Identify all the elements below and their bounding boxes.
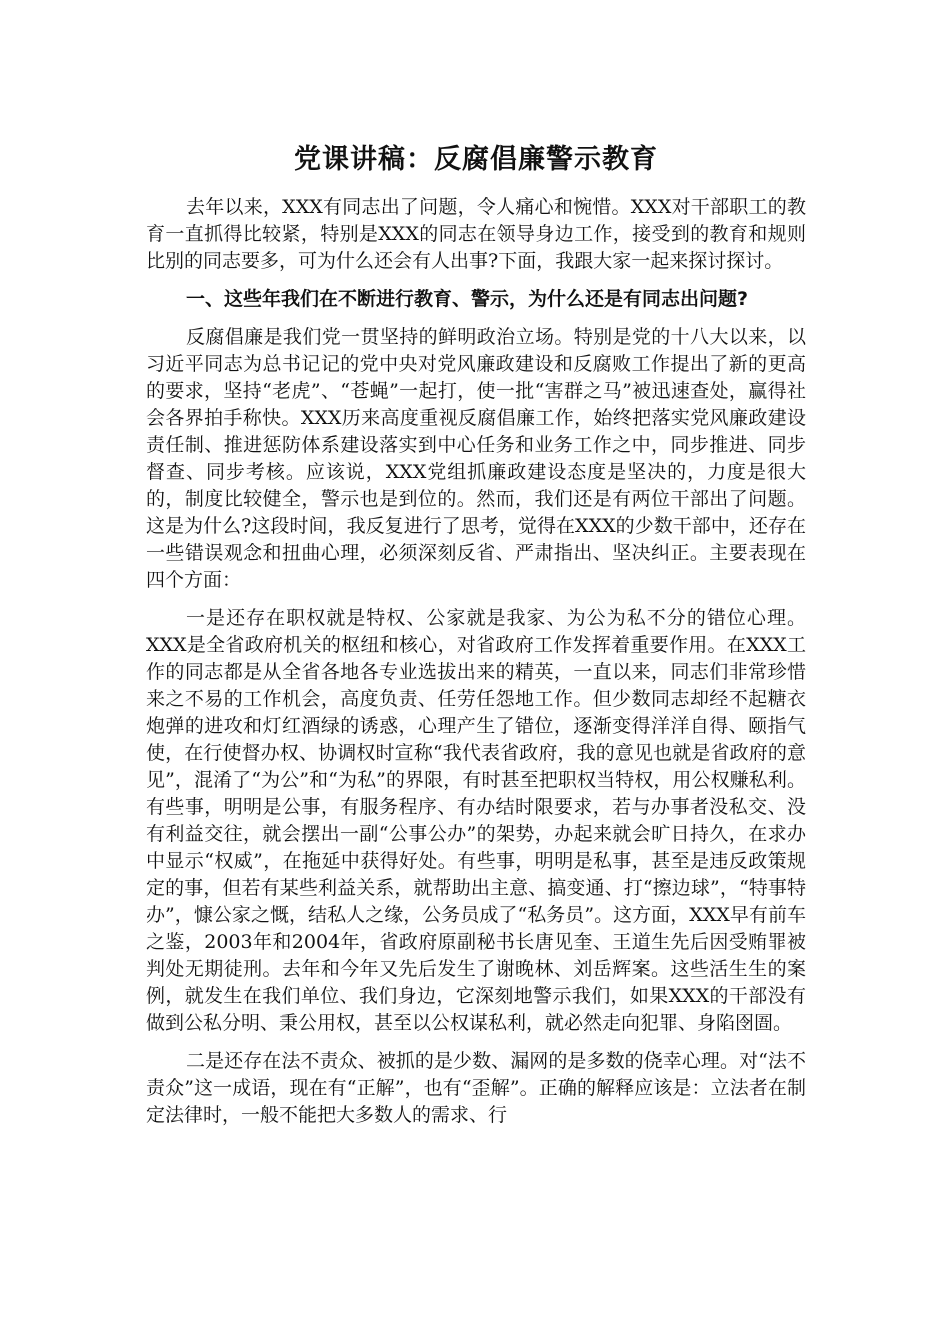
document-page bbox=[146, 140, 806, 1140]
paragraph-point-2: 二是还存在法不责众、被抓的是少数、漏网的是多数的侥幸心理。对“法不责众”这一成语，现在有“正解”，也有“歪解”。正确的解释应该是：立法者在制定法律时，一般不能把大多数人的需求、行 bbox=[146, 1050, 806, 1126]
section-heading-1: 一、这些年我们在不断进行教育、警示，为什么还是有同志出问题? bbox=[186, 288, 749, 310]
paragraph-intro: 去年以来，XXX有同志出了问题，令人痛心和惋惜。XXX对干部职工的教育一直抓得比较紧，特别是XXX的同志在领导身边工作，接受到的教育和规则比别的同志要多，可为什么还会有人出事?下面，我跟大家一起来探讨探讨。 bbox=[146, 196, 806, 272]
paragraph-background: 反腐倡廉是我们党一贯坚持的鲜明政治立场。特别是党的十八大以来，以习近平同志为总书记记的党中央对党风廉政建设和反腐败工作提出了新的更高的要求，坚持“老虎”、“苍蝇”一起打，使一批“害群之马”被迅速查处，赢得社会各界拍手称快。XXX历来高度重视反腐倡廉工作，始终把落实党风廉政建设责任制、推进惩防体系建设落实到中心任务和业务工作之中，同步推进、同步督查、同步考核。应该说，XXX党组抓廉政建设态度是坚决的，力度是很大的，制度比较健全，警示也是到位的。然而，我们还是有两位干部出了问题。这是为什么?这段时间，我反复进行了思考，觉得在XXX的少数干部中，还存在一些错误观念和扭曲心理，必须深刻反省、严肃指出、坚决纠正。主要表现在四个方面： bbox=[146, 326, 806, 591]
document-title: 党课讲稿：反腐倡廉警示教育 bbox=[294, 144, 658, 175]
paragraph-point-1: 一是还存在职权就是特权、公家就是我家、为公为私不分的错位心理。XXX是全省政府机关的枢纽和核心，对省政府工作发挥着重要作用。在XXX工作的同志都是从全省各地各专业选拔出来的精英，一直以来，同志们非常珍惜来之不易的工作机会，高度负责、任劳任怨地工作。但少数同志却经不起糖衣炮弹的进攻和灯红酒绿的诱惑，心理产生了错位，逐渐变得洋洋自得、颐指气使，在行使督办权、协调权时宣称“我代表省政府，我的意见也就是省政府的意见”，混淆了“为公”和“为私”的界限，有时甚至把职权当特权，用公权赚私利。有些事，明明是公事，有服务程序、有办结时限要求，若与办事者没私交、没有利益交往，就会摆出一副“公事公办”的架势，办起来就会旷日持久，在求办中显示“权威”，在拖延中获得好处。有些事，明明是私事，甚至是违反政策规定的事，但若有某些利益关系，就帮助出主意、搞变通、打“擦边球”，“特事特办”，慷公家之慨，结私人之缘，公务员成了“私务员”。这方面，XXX早有前车之鉴，2003年和2004年，省政府原副秘书长唐见奎、王道生先后因受贿罪被判处无期徒刑。去年和今年又先后发生了谢晚林、刘岳辉案。这些活生生的案例，就发生在我们单位、我们身边，它深刻地警示我们，如果XXX的干部没有做到公私分明、秉公用权，甚至以公权谋私利，就必然走向犯罪、身陷囹圄。 bbox=[146, 607, 806, 1034]
